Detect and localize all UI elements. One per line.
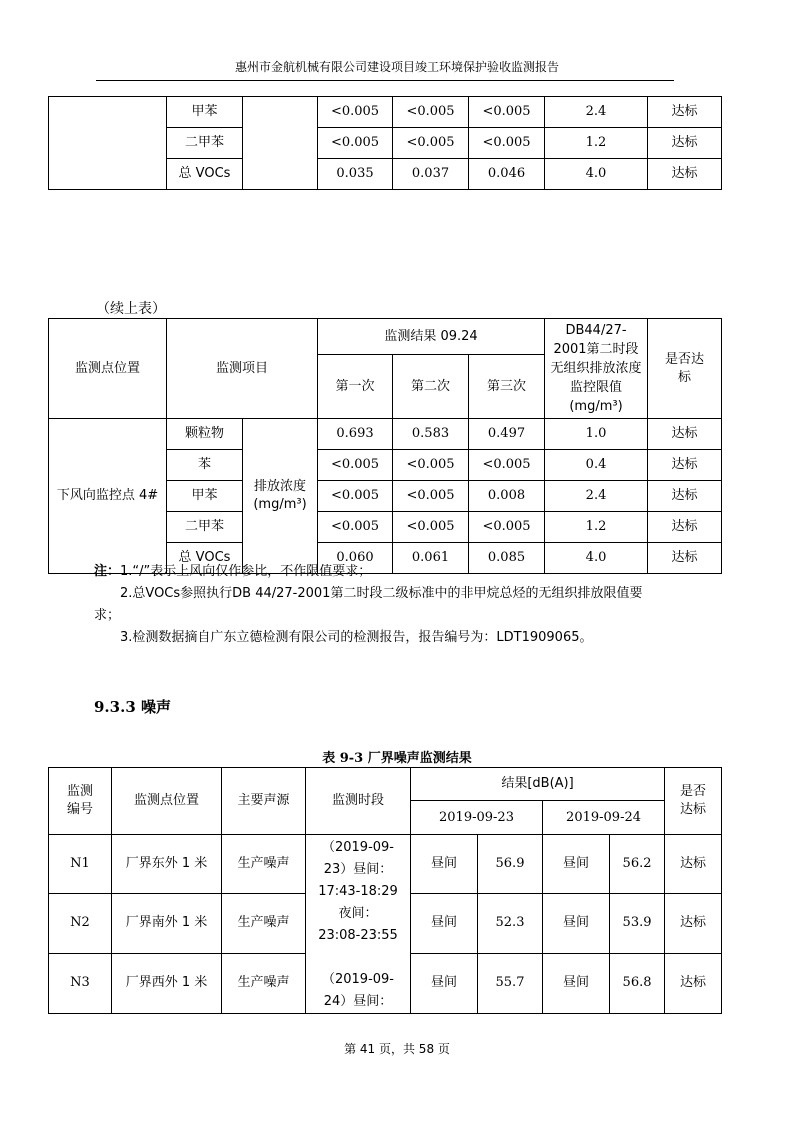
result-cell: 达标 — [648, 543, 722, 574]
item-cell: 总 VOCs — [167, 159, 243, 190]
source-cell: 生产噪声 — [222, 835, 306, 894]
header-pass: 是否达标 — [665, 768, 722, 835]
item-cell: 甲苯 — [167, 97, 243, 128]
note-2: 2.总VOCs参照执行DB 44/27-2001第二时段二级标准中的非甲烷总烃的无组织排放限值要 — [120, 586, 643, 601]
value-cell: <0.005 — [393, 128, 469, 159]
header-pass: 是否达标 — [648, 319, 722, 419]
value-cell: 0.497 — [469, 419, 545, 450]
limit-cell: 2.4 — [545, 481, 648, 512]
value-cell: <0.005 — [469, 450, 545, 481]
section-title: 9.3.3 噪声 — [94, 698, 171, 716]
value-cell: 56.2 — [610, 835, 665, 894]
value-cell: <0.005 — [469, 512, 545, 543]
notes — [94, 561, 694, 649]
header-location: 监测点位置 — [49, 319, 167, 419]
day-label-cell: 昼间 — [543, 835, 610, 894]
table-row — [49, 419, 722, 450]
value-cell: 56.8 — [610, 953, 665, 1013]
note-3: 3.检测数据摘自广东立德检测有限公司的检测报告，报告编号为：LDT1909065。 — [120, 630, 593, 645]
limit-cell: 1.0 — [545, 419, 648, 450]
value-cell: 0.035 — [318, 159, 393, 190]
header-limit: DB44/27-2001第二时段无组织排放浓度监控限值(mg/m³) — [545, 319, 648, 419]
item-cell: 二甲苯 — [167, 512, 243, 543]
value-cell: <0.005 — [318, 97, 393, 128]
header-result: 结果[dB(A)] — [411, 768, 665, 801]
limit-cell: 4.0 — [545, 159, 648, 190]
source-cell: 生产噪声 — [222, 953, 306, 1013]
location-cell: 厂界西外 1 米 — [112, 953, 222, 1013]
day-label-cell: 昼间 — [543, 953, 610, 1013]
header-first: 第一次 — [318, 355, 393, 419]
item-cell: 甲苯 — [167, 481, 243, 512]
header-item: 监测项目 — [167, 319, 318, 419]
value-cell: <0.005 — [469, 97, 545, 128]
result-cell: 达标 — [648, 128, 722, 159]
code-cell: N3 — [49, 953, 112, 1013]
value-cell: 0.008 — [469, 481, 545, 512]
header-period: 监测时段 — [306, 768, 411, 835]
header-source: 主要声源 — [222, 768, 306, 835]
value-cell: 55.7 — [478, 953, 543, 1013]
table-header-row — [49, 319, 722, 355]
empty-type-cell — [243, 97, 318, 190]
day-label-cell: 昼间 — [411, 835, 478, 894]
item-cell: 颗粒物 — [167, 419, 243, 450]
limit-cell: 1.2 — [545, 512, 648, 543]
code-cell: N2 — [49, 893, 112, 953]
day-label-cell: 昼间 — [411, 953, 478, 1013]
period-line: 24）昼间： — [323, 994, 393, 1009]
header-code: 监测编号 — [49, 768, 112, 835]
empty-location-cell — [49, 97, 167, 190]
limit-cell: 0.4 — [545, 450, 648, 481]
limit-cell: 1.2 — [545, 128, 648, 159]
value-cell: 53.9 — [610, 893, 665, 953]
type-cell: 排放浓度(mg/m³) — [243, 419, 318, 574]
note-1: 1.“/”表示上风向仅作参比，不作限值要求； — [120, 564, 372, 579]
table-top — [48, 96, 722, 190]
period-line: 17:43-18:29 — [318, 884, 398, 899]
value-cell: 0.060 — [318, 543, 393, 574]
value-cell: <0.005 — [318, 128, 393, 159]
value-cell: 0.046 — [469, 159, 545, 190]
header-location: 监测点位置 — [112, 768, 222, 835]
table-row — [49, 97, 722, 128]
period-line: 23:08-23:55 — [318, 928, 398, 943]
limit-cell: 2.4 — [545, 97, 648, 128]
value-cell: 0.037 — [393, 159, 469, 190]
day-label-cell: 昼间 — [543, 893, 610, 953]
table-caption: 表 9-3 厂界噪声监测结果 — [322, 751, 472, 766]
result-cell: 达标 — [648, 450, 722, 481]
header-date-1: 2019-09-23 — [411, 801, 543, 835]
value-cell: <0.005 — [318, 450, 393, 481]
result-cell: 达标 — [648, 481, 722, 512]
header-rule — [96, 80, 674, 81]
header-result: 监测结果 09.24 — [318, 319, 545, 355]
value-cell: 52.3 — [478, 893, 543, 953]
day-label-cell: 昼间 — [411, 893, 478, 953]
code-cell: N1 — [49, 835, 112, 894]
header-date-2: 2019-09-24 — [543, 801, 665, 835]
period-line: （2019-09- — [321, 972, 394, 987]
value-cell: <0.005 — [393, 512, 469, 543]
location-cell: 厂界东外 1 米 — [112, 835, 222, 894]
value-cell: <0.005 — [393, 97, 469, 128]
period-line: 23）昼间： — [323, 862, 393, 877]
source-cell: 生产噪声 — [222, 893, 306, 953]
period-cell — [306, 835, 411, 1014]
value-cell: 0.583 — [393, 419, 469, 450]
value-cell: 0.693 — [318, 419, 393, 450]
location-cell: 厂界南外 1 米 — [112, 893, 222, 953]
period-line: （2019-09- — [321, 840, 394, 855]
table-header-row — [49, 768, 722, 801]
value-cell: 0.085 — [469, 543, 545, 574]
continued-label: （续上表） — [96, 301, 166, 317]
item-cell: 总 VOCs — [167, 543, 243, 574]
item-cell: 苯 — [167, 450, 243, 481]
result-cell: 达标 — [648, 512, 722, 543]
header-second: 第二次 — [393, 355, 469, 419]
notes-label: 注： — [94, 564, 121, 579]
result-cell: 达标 — [665, 893, 722, 953]
result-cell: 达标 — [648, 419, 722, 450]
value-cell: <0.005 — [393, 481, 469, 512]
page-footer: 第 41 页，共 58 页 — [344, 1042, 450, 1056]
result-cell: 达标 — [665, 835, 722, 894]
value-cell: 0.061 — [393, 543, 469, 574]
table-noise — [48, 767, 722, 1014]
location-cell: 下风向监控点 4# — [49, 419, 167, 574]
result-cell: 达标 — [648, 159, 722, 190]
page-header: 惠州市金航机械有限公司建设项目竣工环境保护验收监测报告 — [234, 60, 559, 74]
value-cell: <0.005 — [393, 450, 469, 481]
item-cell: 二甲苯 — [167, 128, 243, 159]
table-row — [49, 835, 722, 894]
value-cell: <0.005 — [318, 481, 393, 512]
value-cell: <0.005 — [469, 128, 545, 159]
note-2-cont: 求； — [94, 608, 121, 623]
value-cell: 56.9 — [478, 835, 543, 894]
result-cell: 达标 — [665, 953, 722, 1013]
header-third: 第三次 — [469, 355, 545, 419]
limit-cell: 4.0 — [545, 543, 648, 574]
value-cell: <0.005 — [318, 512, 393, 543]
table-main — [48, 318, 722, 574]
period-line: 夜间： — [338, 906, 378, 921]
result-cell: 达标 — [648, 97, 722, 128]
